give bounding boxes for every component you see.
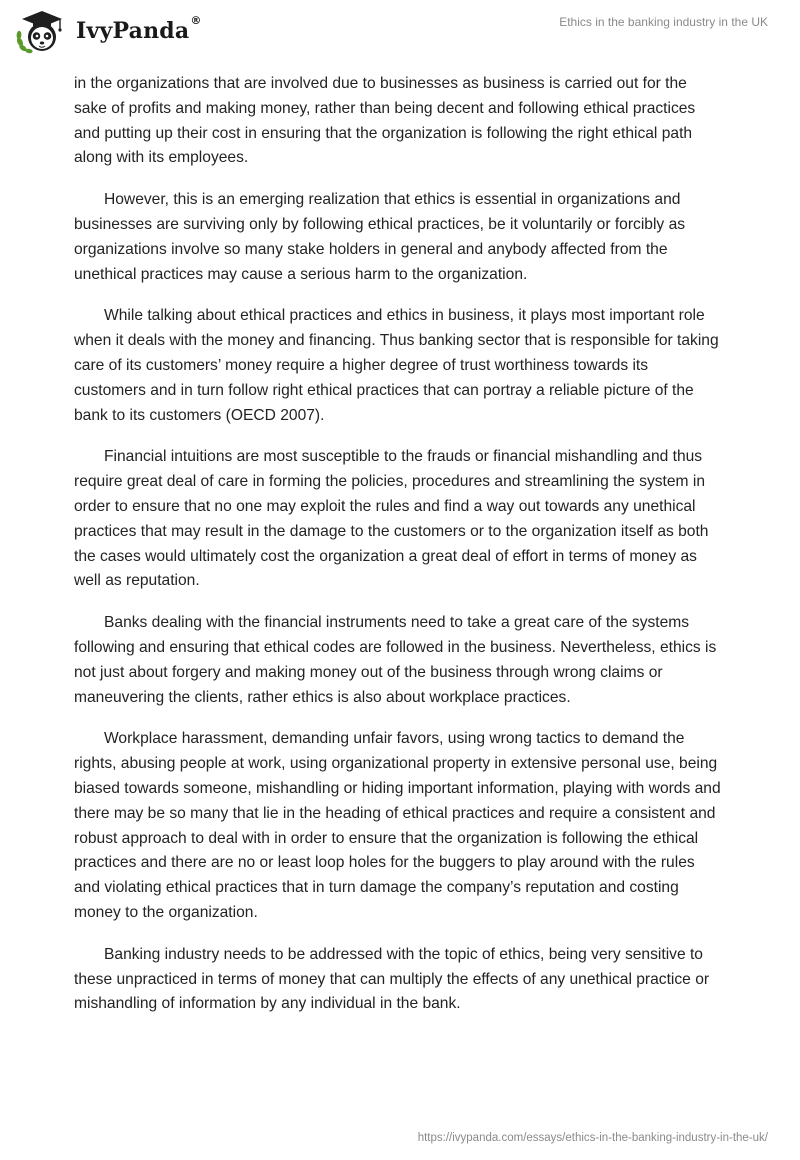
registered-mark: ®	[190, 14, 202, 27]
paragraph-5: Banks dealing with the financial instruments need to take a great care of the systems following and ensuring that ethical codes are followed in the business. Nevertheless, ethics is not just about forgery and making money out of the business through wrong claims or maneuvering the clients, rather ethics is also about workplace practices.	[74, 614, 717, 706]
ivypanda-logo[interactable]	[14, 8, 202, 54]
source-url-link[interactable]: https://ivypanda.com/essays/ethics-in-the-banking-industry-in-the-uk/	[417, 1132, 768, 1144]
brand-name	[76, 14, 202, 44]
paragraph-4: Financial intuitions are most susceptible to the frauds or financial mishandling and thus require great deal of care in forming the policies, procedures and streamlining the system in order to ensure that no one may exploit the rules and find a way out towards any unethical practices that may result in the damage to the customers or to the organization itself as both the cases would ultimately cost the organization a great deal of effort in terms of money as well as reputation.	[74, 448, 709, 590]
brand-name-text: IvyPanda	[76, 18, 190, 44]
paragraph-1: in the organizations that are involved due to businesses as business is carried out for the sake of profits and making money, rather than being decent and following ethical practices and putting up their cost in ensuring that the organization is following the right ethical path along with its employees.	[74, 75, 696, 167]
paragraph-6: Workplace harassment, demanding unfair favors, using wrong tactics to demand the rights, abusing people at work, using organizational property in extensive personal use, being biased towards someone, mishandling or hiding important information, playing with words and there may be so many that lie in the heading of ethical practices and require a consistent and robust approach to deal with in order to ensure that the organization is following the ethical practices and there are no or least loop holes for the buggers to play around with the rules and violating ethical practices that in turn damage the company’s reputation and costing money to the organization.	[74, 730, 721, 921]
paragraph-3: While talking about ethical practices and ethics in business, it plays most important role when it deals with the money and financing. Thus banking sector that is responsible for taking care of its customers’ money require a higher degree of trust worthiness towards its customers and in turn follow right ethical practices that can portray a reliable picture of the bank to its customers (OECD 2007).	[74, 307, 719, 424]
panda-graduate-icon	[14, 8, 70, 54]
page-header	[0, 0, 800, 60]
paragraph-7: Banking industry needs to be addressed with the topic of ethics, being very sensitive to these unpracticed in terms of money that can multiply the effects of any unethical practice or mishandling of information by any individual in the bank.	[74, 945, 710, 1013]
essay-body	[74, 72, 724, 1034]
running-title: Ethics in the banking industry in the UK	[559, 15, 768, 29]
paragraph-2: However, this is an emerging realization that ethics is essential in organizations and businesses are surviving only by following ethical practices, be it voluntarily or forcibly as organizations involve so many stake holders in general and anybody affected from the unethical practices may cause a serious harm to the organization.	[74, 191, 686, 283]
